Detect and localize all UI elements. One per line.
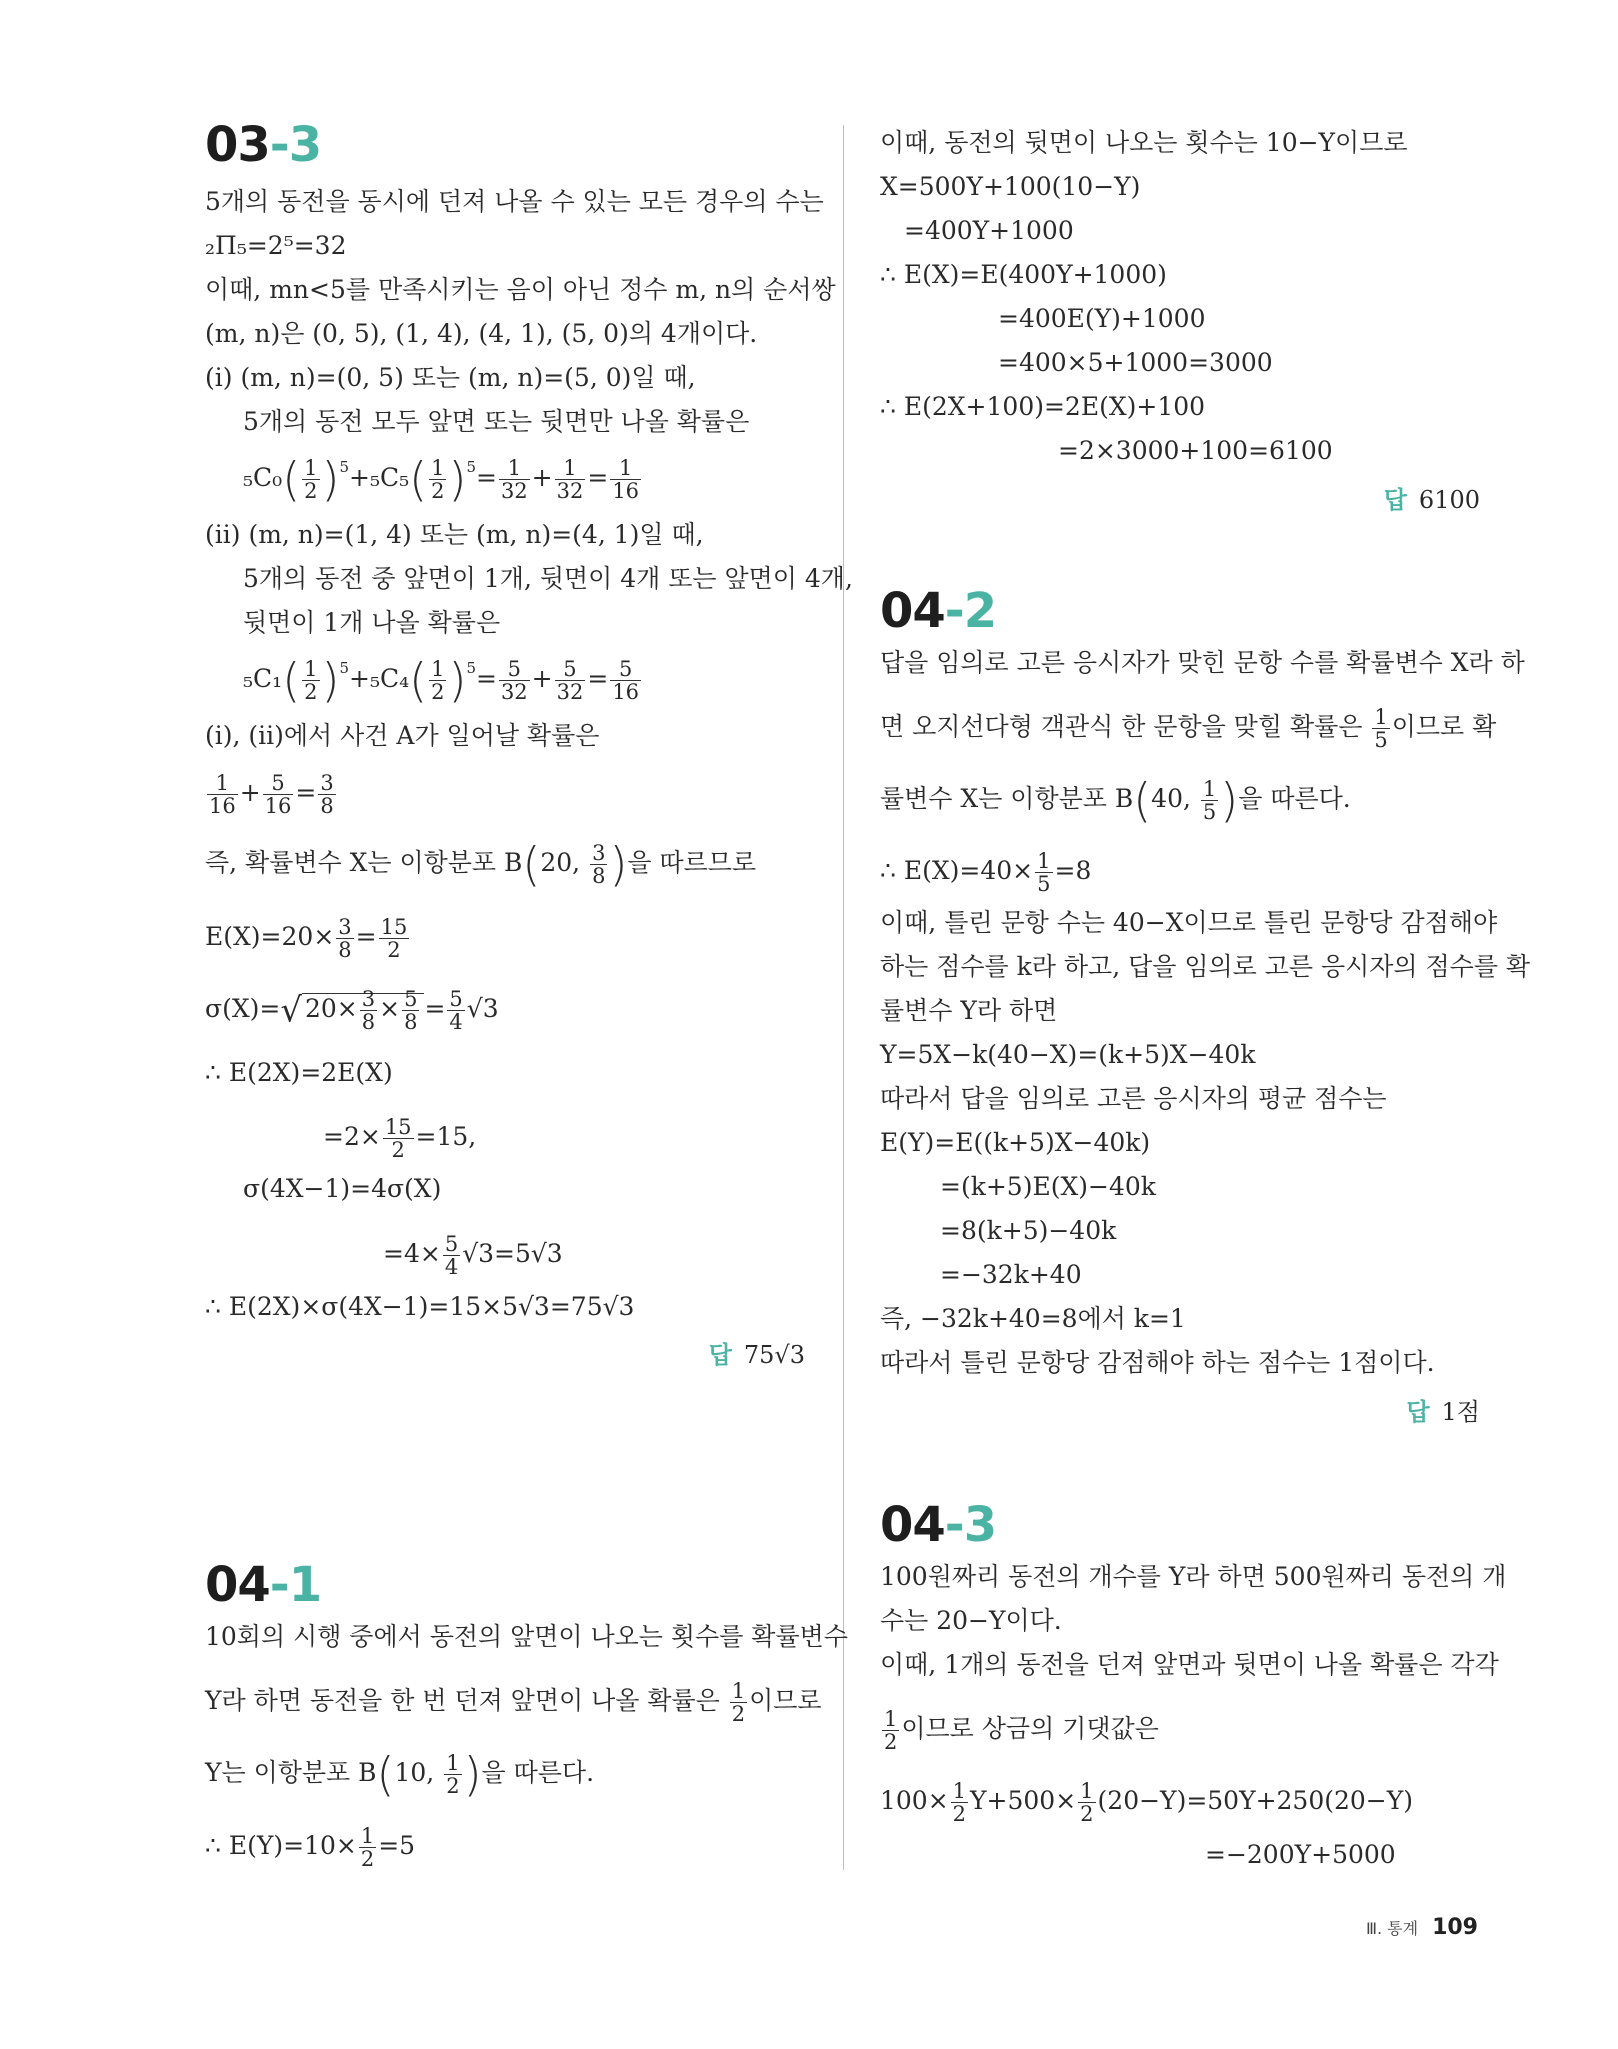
text-line: σ(4X−1)=4σ(X) — [243, 1174, 442, 1203]
binomial-line: 즉, 확률변수 X는 이항분포 B(20, $\frac{3}{8}$ )을 따르므로 — [205, 837, 757, 892]
formula-probability-i: ₅C₀( $\frac{1}{2}$ )$^5$+₅C₅( $\frac{1}{2}$ )$^5$= $\frac{1}{32}$ + $\frac{1}{32}$ = $\frac{1}{16}$ — [243, 452, 640, 507]
formula-expected-prize: 100× $\frac{1}{2}$ Y+500× $\frac{1}{2}$ (20−Y)=50Y+250(20−Y) — [880, 1779, 1414, 1826]
text-line: =400×5+1000=3000 — [998, 348, 1273, 377]
text-line: 하는 점수를 k라 하고, 답을 임의로 고른 응시자의 점수를 확 — [880, 952, 1531, 981]
text-line: ∴ E(2X+100)=2E(X)+100 — [880, 392, 1206, 421]
text-line: =−200Y+5000 — [1205, 1840, 1396, 1869]
text-line: 5개의 동전을 동시에 던져 나올 수 있는 모든 경우의 수는 — [205, 187, 824, 216]
formula-sigma-value: =4× $\frac{5}{4}$ √3=5√3 — [383, 1232, 563, 1279]
text-line: =−32k+40 — [940, 1260, 1082, 1289]
section-heading-04-3: 04-3 — [880, 1497, 997, 1553]
formula-expectation: E(X)=20× $\frac{3}{8}$ = $\frac{15}{2}$ — [205, 915, 408, 962]
text-line: (i) (m, n)=(0, 5) 또는 (m, n)=(5, 0)일 때, — [205, 363, 696, 392]
text-line: X=500Y+100(10−Y) — [880, 172, 1141, 201]
answer-04-2: 답 1점 — [1406, 1398, 1480, 1426]
text-line: Y=5X−k(40−X)=(k+5)X−40k — [880, 1040, 1256, 1069]
text-line: 답을 임의로 고른 응시자가 맞힌 문항 수를 확률변수 X라 하 — [880, 648, 1525, 677]
text-line: ∴ E(2X)×σ(4X−1)=15×5√3=75√3 — [205, 1292, 635, 1321]
part-label: Ⅲ. 통계 — [1365, 1919, 1419, 1938]
text-line: =400E(Y)+1000 — [998, 304, 1206, 333]
text-line: ∴ E(X)=E(400Y+1000) — [880, 260, 1167, 289]
text-line: (ii) (m, n)=(1, 4) 또는 (m, n)=(4, 1)일 때, — [205, 520, 704, 549]
text-line: ₂Π₅=2⁵=32 — [205, 231, 347, 260]
text-line: =8(k+5)−40k — [940, 1216, 1117, 1245]
text-line: =(k+5)E(X)−40k — [940, 1172, 1156, 1201]
formula-std-dev: σ(X)=√ 20× $\frac{3}{8}$ × $\frac{5}{8}$ = $\frac{5}{4}$ √3 — [205, 987, 499, 1034]
text-line: 이때, 1개의 동전을 던져 앞면과 뒷면이 나올 확률은 각각 — [880, 1650, 1499, 1679]
answer-03-3: 답 75√3 — [708, 1341, 805, 1369]
probability-line: 면 오지선다형 객관식 한 문항을 맞힐 확률은 $\frac{1}{5}$ 이므로 확 — [880, 705, 1497, 752]
page-footer — [1366, 1915, 1478, 1940]
text-line: 100원짜리 동전의 개수를 Y라 하면 500원짜리 동전의 개 — [880, 1562, 1507, 1591]
text-line: (i), (ii)에서 사건 A가 일어날 확률은 — [205, 721, 600, 750]
text-line: 따라서 틀린 문항당 감점해야 하는 점수는 1점이다. — [880, 1348, 1435, 1377]
text-line: 이때, 동전의 뒷면이 나오는 횟수는 10−Y이므로 — [880, 128, 1408, 157]
formula-expectation-y: ∴ E(Y)=10× $\frac{1}{2}$ =5 — [205, 1824, 416, 1871]
binomial-line: Y는 이항분포 B(10, $\frac{1}{2}$ )을 따른다. — [205, 1747, 595, 1802]
formula-probability-ii: ₅C₁( $\frac{1}{2}$ )$^5$+₅C₄( $\frac{1}{2}$ )$^5$= $\frac{5}{32}$ + $\frac{5}{32}$ = $\frac{5}{16}$ — [243, 653, 640, 708]
text-line: 수는 20−Y이다. — [880, 1606, 1062, 1635]
text-line: 이때, 틀린 문항 수는 40−X이므로 틀린 문항당 감점해야 — [880, 908, 1498, 937]
binomial-line: 률변수 X는 이항분포 B(40, $\frac{1}{5}$ )을 따른다. — [880, 773, 1351, 828]
page-number: 109 — [1432, 1915, 1478, 1940]
text-line: 5개의 동전 모두 앞면 또는 뒷면만 나올 확률은 — [243, 407, 750, 436]
answer-04-1: 답 6100 — [1383, 486, 1480, 514]
text-line: ∴ E(2X)=2E(X) — [205, 1058, 393, 1087]
text-line: E(Y)=E((k+5)X−40k) — [880, 1128, 1151, 1157]
formula-e2x-value: =2× $\frac{15}{2}$ =15, — [323, 1115, 477, 1162]
probability-line: $\frac{1}{2}$ 이므로 상금의 기댓값은 — [884, 1707, 1159, 1754]
formula-expectation-x: ∴ E(X)=40× $\frac{1}{5}$ =8 — [880, 849, 1092, 896]
text-line: (m, n)은 (0, 5), (1, 4), (4, 1), (5, 0)의 4개이다. — [205, 319, 758, 348]
text-line: 률변수 Y라 하면 — [880, 996, 1058, 1025]
text-line: 이때, mn<5를 만족시키는 음이 아닌 정수 m, n의 순서쌍 — [205, 275, 836, 304]
text-line: =2×3000+100=6100 — [1058, 436, 1333, 465]
section-heading-04-2: 04-2 — [880, 583, 997, 639]
probability-line: Y라 하면 동전을 한 번 던져 앞면이 나올 확률은 $\frac{1}{2}$ 이므로 — [205, 1679, 822, 1726]
text-line: 10회의 시행 중에서 동전의 앞면이 나오는 횟수를 확률변수 — [205, 1622, 848, 1651]
text-line: 뒷면이 1개 나올 확률은 — [243, 608, 501, 637]
text-line: =400Y+1000 — [904, 216, 1074, 245]
column-divider — [843, 125, 844, 1870]
formula-sum-probability: $\frac{1}{16}$ + $\frac{5}{16}$ = $\frac{3}{8}$ — [209, 771, 334, 818]
text-line: 따라서 답을 임의로 고른 응시자의 평균 점수는 — [880, 1084, 1387, 1113]
text-line: 5개의 동전 중 앞면이 1개, 뒷면이 4개 또는 앞면이 4개, — [243, 564, 853, 593]
text-line: 즉, −32k+40=8에서 k=1 — [880, 1304, 1186, 1333]
section-heading-03-3: 03-3 — [205, 117, 322, 173]
section-heading-04-1: 04-1 — [205, 1557, 322, 1613]
